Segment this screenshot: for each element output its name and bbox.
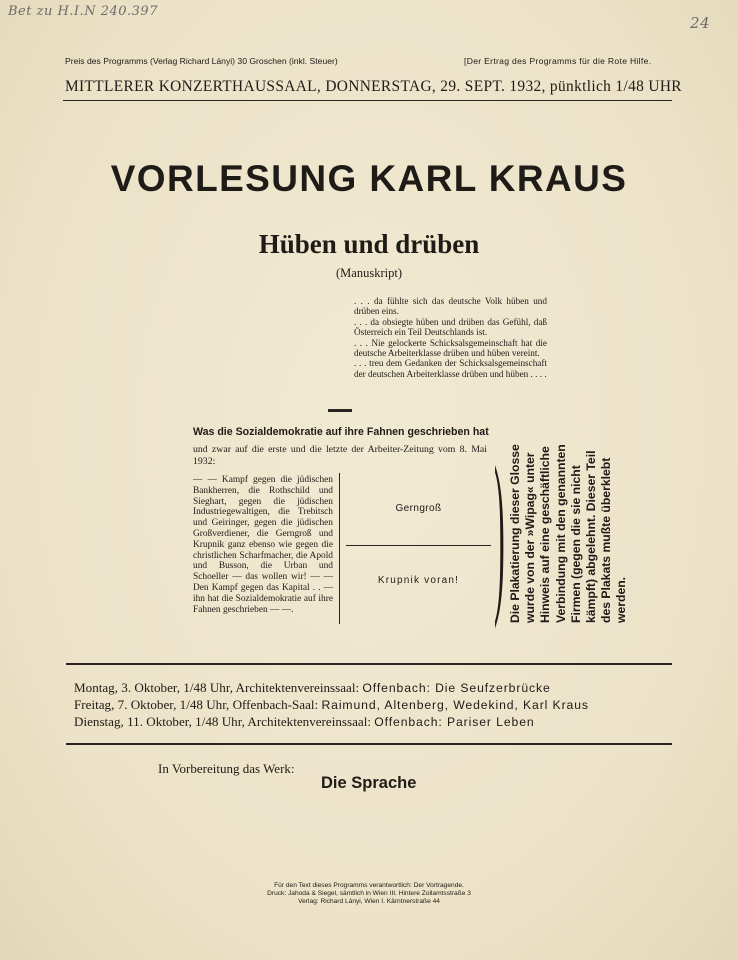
vertical-note-line: kämpft) abgelehnt. Dieser Teil	[584, 450, 599, 623]
schedule-row	[74, 680, 551, 696]
vertical-note-line: werden.	[614, 576, 629, 623]
quote-box-divider	[346, 545, 491, 546]
imprint-line: Für den Text dieses Programms verantwortlich: Der Vortragende.	[274, 882, 464, 889]
vertical-note-line: wurde von der »Wipag« unter	[523, 452, 538, 623]
quote-box-left-border	[339, 473, 340, 624]
epigraph-line: . . . treu dem Gedanken der Schicksalsgemeinschaft der deutschen Arbeiterklasse drüben und hüben . . . .	[354, 358, 547, 379]
imprint	[0, 882, 738, 907]
schedule-bottom-rule	[66, 743, 672, 745]
page-title: VORLESUNG KARL KRAUS	[110, 158, 628, 199]
vertical-note-line: Die Plakatierung dieser Glosse	[508, 444, 522, 623]
schedule-date: Freitag, 7. Oktober, 1/48 Uhr, Offenbach-Saal:	[74, 697, 319, 712]
page-number-annotation: 24	[690, 14, 711, 32]
vertical-note-line: Hinweis auf eine geschäftliche	[538, 446, 553, 623]
vertical-censorship-note	[508, 444, 630, 623]
schedule-date: Dienstag, 11. Oktober, 1/48 Uhr, Architektenvereinssaal:	[74, 714, 371, 729]
schedule-program: Offenbach: Pariser Leben	[374, 715, 535, 729]
archive-annotation: Bet zu H.I.N 240.397	[8, 4, 158, 19]
epigraph-line: . . . da fühlte sich das deutsche Volk hüben und drüben eins.	[354, 296, 547, 317]
box-label-gerngross: Gerngroß	[395, 503, 442, 514]
schedule-program: Raimund, Altenberg, Wedekind, Karl Kraus	[321, 698, 589, 712]
section-heading: Was die Sozialdemokratie auf ihre Fahnen geschrieben hat	[193, 426, 489, 438]
revenue-note: [Der Ertrag des Programms für die Rote Hilfe.	[464, 56, 652, 66]
lecture-title: Hüben und drüben	[258, 229, 480, 259]
schedule-date: Montag, 3. Oktober, 1/48 Uhr, Architektenvereinssaal:	[74, 680, 360, 695]
right-brace: )	[494, 430, 505, 629]
schedule-row	[74, 714, 535, 730]
epigraph-line: . . . da obsiegte hüben und drüben das Gefühl, daß Österreich ein Teil Deutschlands ist.	[354, 316, 547, 338]
section-divider	[328, 409, 352, 412]
price-note: Preis des Programms (Verlag Richard Lányi) 30 Groschen (inkl. Steuer)	[65, 56, 338, 66]
epigraph	[354, 296, 547, 379]
epigraph-line: . . . Nie gelockerte Schicksalsgemeinschaft hat die deutsche Arbeiterklasse drüben und hüben vereint.	[354, 337, 547, 359]
box-label-krupnik: Krupnik voran!	[377, 575, 460, 586]
schedule-program: Offenbach: Die Seufzerbrücke	[362, 681, 551, 695]
newspaper-quote: — — Kampf gegen die jüdischen Bankherren, die Rothschild und Sieghart, gegen die jüdischen Industriegewaltigen, die Trebitsch und Geiringer, gegen die jüdischen Großverdiener, die Gerngroß und Krupnik ganz ebenso wie gegen die christlichen Scharfmacher, die Apold und Busson, die Urban und Schoeller — das wollen wir! — — Den Kampf gegen das Kapital . . — ihn hat die Sozialdemokratie auf ihre Fahnen geschrieben — —.	[193, 475, 333, 615]
imprint-line: Verlag: Richard Lányi, Wien I. Kärntnerstraße 44	[298, 898, 440, 906]
schedule-row	[74, 697, 589, 713]
section-intro: und zwar auf die erste und die letzte der Arbeiter-Zeitung vom 8. Mai 1932:	[193, 444, 487, 467]
venue-date-line: MITTLERER KONZERTHAUSSAAL, DONNERSTAG, 29. SEPT. 1932, pünktlich 1/48 UHR	[65, 78, 682, 95]
vertical-note-line: Verbindung mit den genannten	[553, 444, 568, 623]
imprint-line: Druck: Jahoda & Siegel, sämtlich in Wien III. Hintere Zollamtsstraße 3	[267, 890, 471, 898]
vertical-note-line: Firmen (gegen die sie nicht	[568, 465, 583, 623]
header-rule	[63, 100, 672, 101]
vertical-note-line: des Plakats mußte überklebt	[599, 457, 614, 623]
preparation-work: Die Sprache	[321, 774, 417, 792]
schedule-top-rule	[66, 663, 672, 665]
manuscript-note: (Manuskript)	[336, 266, 402, 280]
preparation-label: In Vorbereitung das Werk:	[158, 761, 295, 776]
